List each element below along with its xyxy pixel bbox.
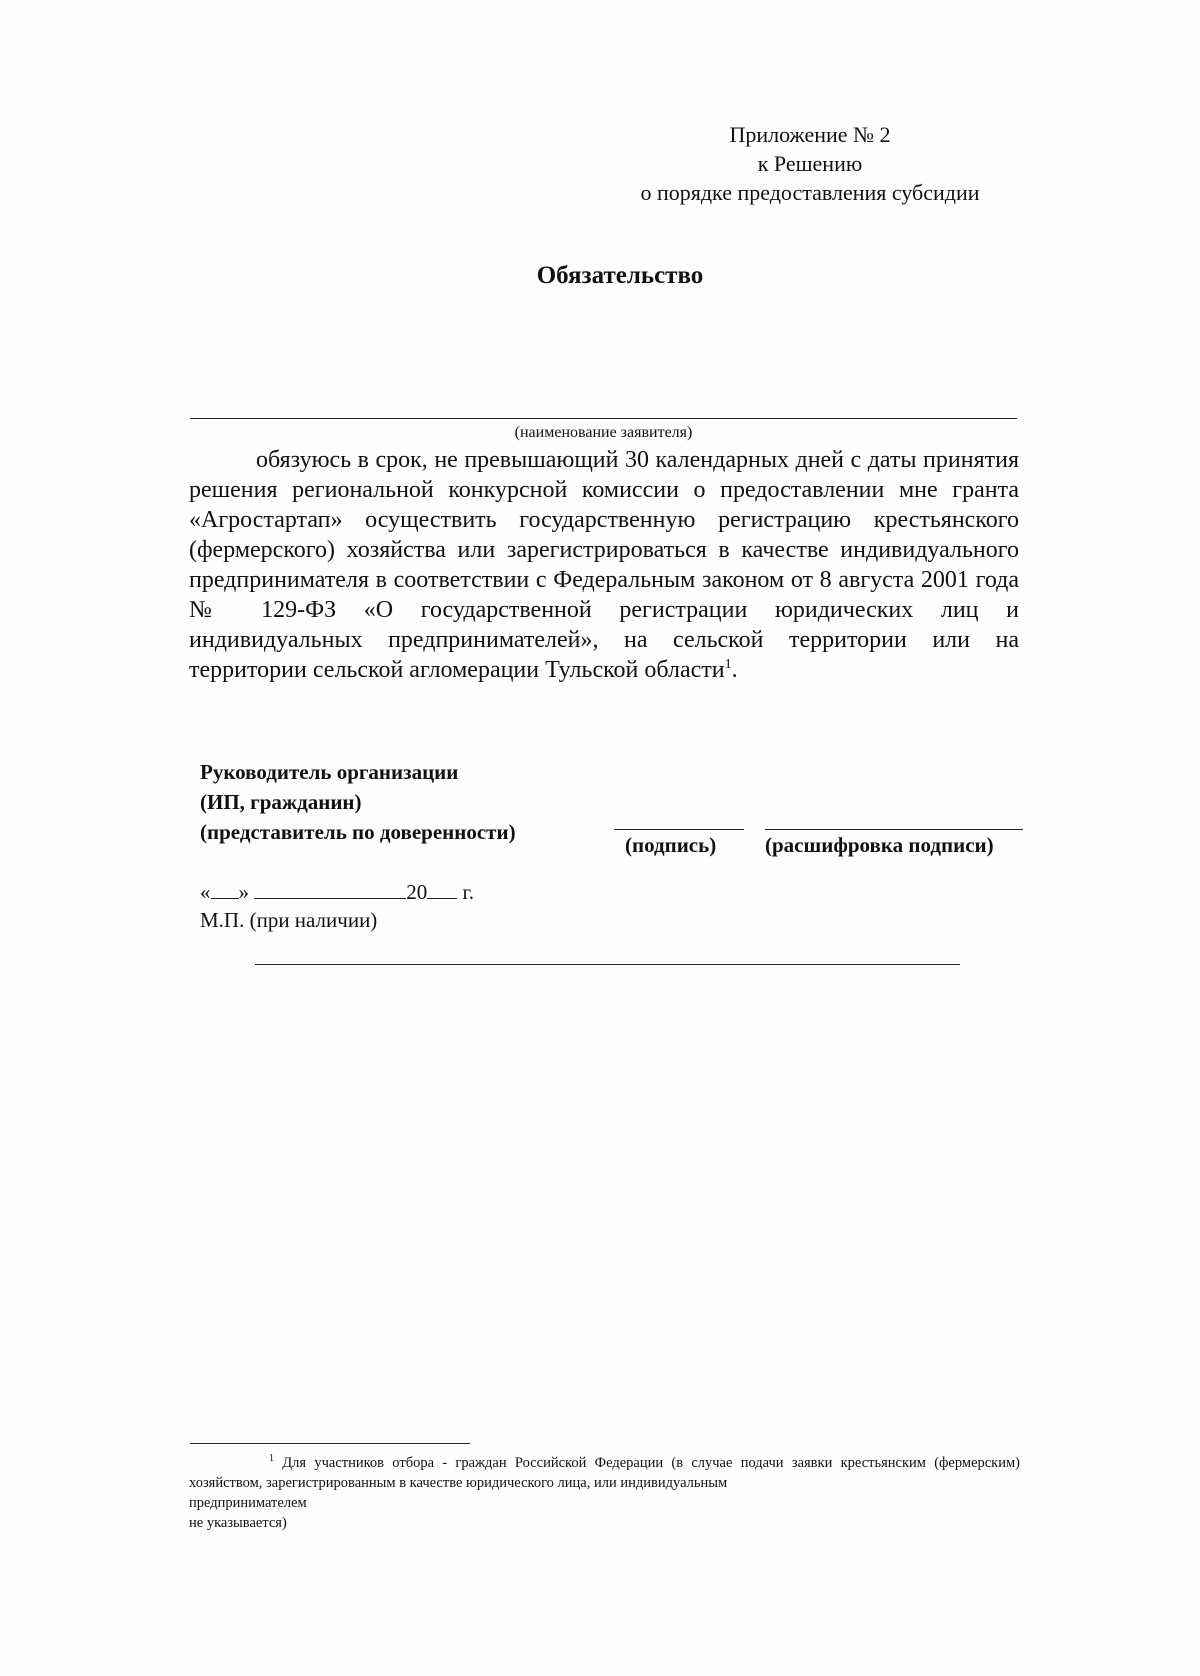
- signature-field-line: [614, 829, 744, 830]
- footnote: [189, 1453, 1020, 1533]
- annex-subject: о порядке предоставления субсидии: [640, 180, 980, 205]
- footnote-text: Для участников отбора - граждан Российской Федерации (в случае подачи заявки крестьянским (фермерским) хозяйством, зарегистрированным в качестве юридического лица, или индивидуальным: [189, 1455, 1020, 1491]
- applicant-name-caption: (наименование заявителя): [514, 424, 693, 441]
- month-blank: [254, 897, 406, 899]
- obligation-text: обязуюсь в срок, не превышающий 30 календарных дней с даты принятия решения региональной конкурсной комиссии о предоставлении мне гранта «Агростартап» осуществить государственную регистрацию крестьянского (фермерского) хозяйства или зарегистрироваться в качестве индивидуального предпринимателя в соответствии с Федеральным законом от 8 августа 2001 года № 129-ФЗ «О государственной регистрации юридических лиц и индивидуальных предпринимателей», на сельской территории или на территории сельской агломерации Тульской области: [189, 447, 1019, 683]
- footnote-text-line2: предпринимателем: [189, 1495, 307, 1511]
- applicant-name-field-line: [190, 418, 1017, 419]
- signature-decode-field-line: [765, 829, 1023, 830]
- obligation-body: [189, 445, 1019, 685]
- document-title: Обязательство: [536, 262, 704, 289]
- year-blank: [427, 897, 457, 899]
- obligation-text-end: .: [731, 657, 738, 683]
- annex-reference: к Решению: [757, 151, 863, 176]
- footnote-text-line3: не указывается): [189, 1515, 287, 1531]
- year-suffix: г.: [462, 880, 474, 904]
- footnote-reference: 1: [724, 657, 732, 672]
- footnote-mark: 1: [269, 1453, 274, 1465]
- stamp-place: М.П. (при наличии): [200, 908, 378, 932]
- date-open-quote: «: [200, 880, 211, 904]
- signer-representative: (представитель по доверенности): [200, 820, 516, 844]
- day-blank: [211, 897, 239, 899]
- annex-number: Приложение № 2: [729, 122, 891, 147]
- year-prefix: 20: [406, 880, 428, 904]
- bottom-rule: [255, 964, 960, 965]
- signer-block: [200, 757, 516, 847]
- signer-alt: (ИП, гражданин): [200, 790, 362, 814]
- signature-caption: (подпись): [625, 833, 717, 857]
- date-close-quote: »: [238, 880, 249, 904]
- date-row: [200, 880, 474, 905]
- signature-decode-caption: (расшифровка подписи): [765, 833, 994, 857]
- footnote-separator: [190, 1443, 470, 1444]
- signer-title: Руководитель организации: [200, 760, 459, 784]
- annex-header: [600, 120, 1020, 207]
